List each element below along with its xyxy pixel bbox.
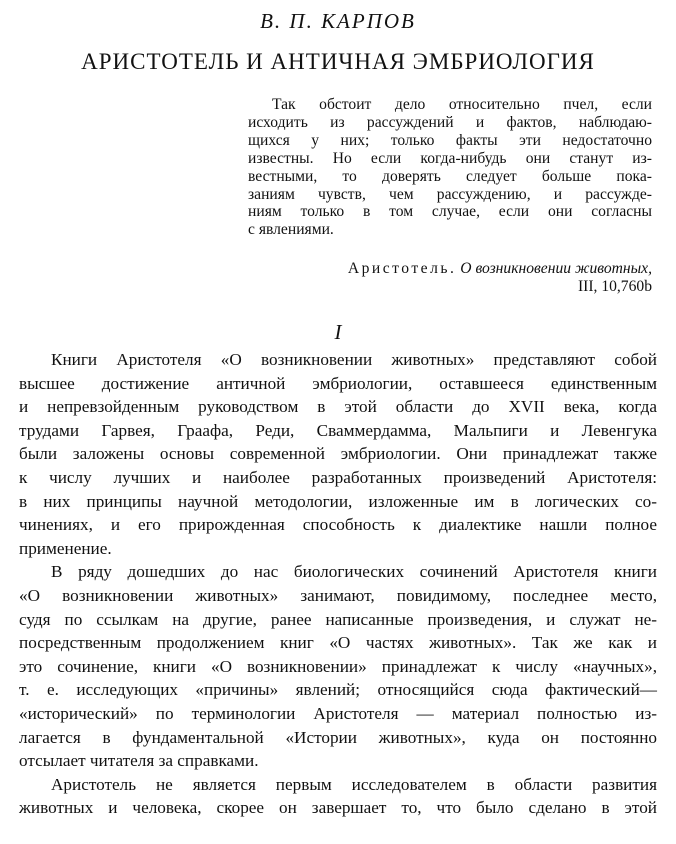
text-line: и непревзойденным руководством в этой области до XVII века, когда [19, 397, 657, 417]
paragraph [19, 773, 657, 820]
attribution-reference: III, 10,760b [577, 278, 652, 295]
text-line: В ряду дошедших до нас биологических сочинений Аристотеля книги [51, 562, 657, 582]
text-line: в них принципы научной методологии, изложенные им в логических со- [19, 491, 657, 511]
text-line: применение. [19, 538, 112, 558]
paragraph [19, 560, 657, 772]
author-name: В. П. КАРПОВ [260, 9, 416, 33]
text-line: высшее достижение античной эмбриологии, оставшееся единственным [19, 373, 657, 393]
text-line: посредственным продолжением книг «О частях животных». Так же как и [19, 633, 657, 653]
paragraph [19, 348, 657, 560]
attribution-work: О возникновении животных, [460, 260, 652, 277]
text-line: чинениях, и его прирожденная способность к диалектике нашли полное [19, 515, 657, 535]
epigraph-attribution [240, 260, 652, 296]
epigraph-line: исходить из рассуждений и фактов, наблюдаю- [248, 113, 652, 131]
epigraph-line: заниям чувств, чем рассуждению, и рассужде- [248, 185, 652, 203]
epigraph-line: вестными, то доверять следует больше пока- [248, 167, 652, 185]
text-line: отсылает читателя за справками. [19, 751, 259, 771]
article-title: АРИСТОТЕЛЬ И АНТИЧНАЯ ЭМБРИОЛОГИЯ [81, 49, 595, 74]
section-number: I [334, 320, 342, 344]
epigraph-line: известны. Но если когда-нибудь они станут из- [248, 149, 652, 167]
epigraph-line: щихся у них; только факты эти недостаточно [248, 131, 652, 149]
text-line: «исторический» по терминологии Аристотеля — материал полностью из- [19, 703, 657, 723]
text-line: это сочинение, книги «О возникновении» принадлежат к числу «научных», [19, 656, 657, 676]
epigraph-line: с явлениями. [248, 221, 334, 239]
text-line: Книги Аристотеля «О возникновении животных» представляют собой [51, 350, 657, 369]
text-line: Аристотель не является первым исследователем в области развития [51, 774, 657, 794]
epigraph [248, 96, 652, 239]
epigraph-line: ниям только в том случае, если они согласны [248, 203, 652, 221]
body-text [19, 348, 657, 820]
text-line: трудами Гарвея, Граафа, Реди, Сваммердамма, Мальпиги и Левенгука [19, 420, 657, 440]
text-line: «О возникновении животных» занимают, повидимому, последнее место, [19, 585, 657, 605]
text-line: судя по ссылкам на другие, ранее написанные произведения, и служат не- [19, 609, 657, 629]
attribution-author: Аристотель. [347, 260, 457, 277]
text-line: к числу лучших и наиболее разработанных произведений Аристотеля: [19, 467, 657, 487]
text-line: были заложены основы современной эмбриологии. Они принадлежат также [19, 444, 657, 464]
text-line: т. е. исследующих «причины» явлений; относящийся сюда фактический— [19, 680, 657, 700]
epigraph-line: Так обстоит дело относительно пчел, если [272, 96, 652, 113]
text-line: лагается в фундаментальной «Истории животных», куда он постоянно [19, 727, 657, 747]
text-line: животных и человека, скорее он завершает то, что было сделано в этой [19, 798, 657, 818]
